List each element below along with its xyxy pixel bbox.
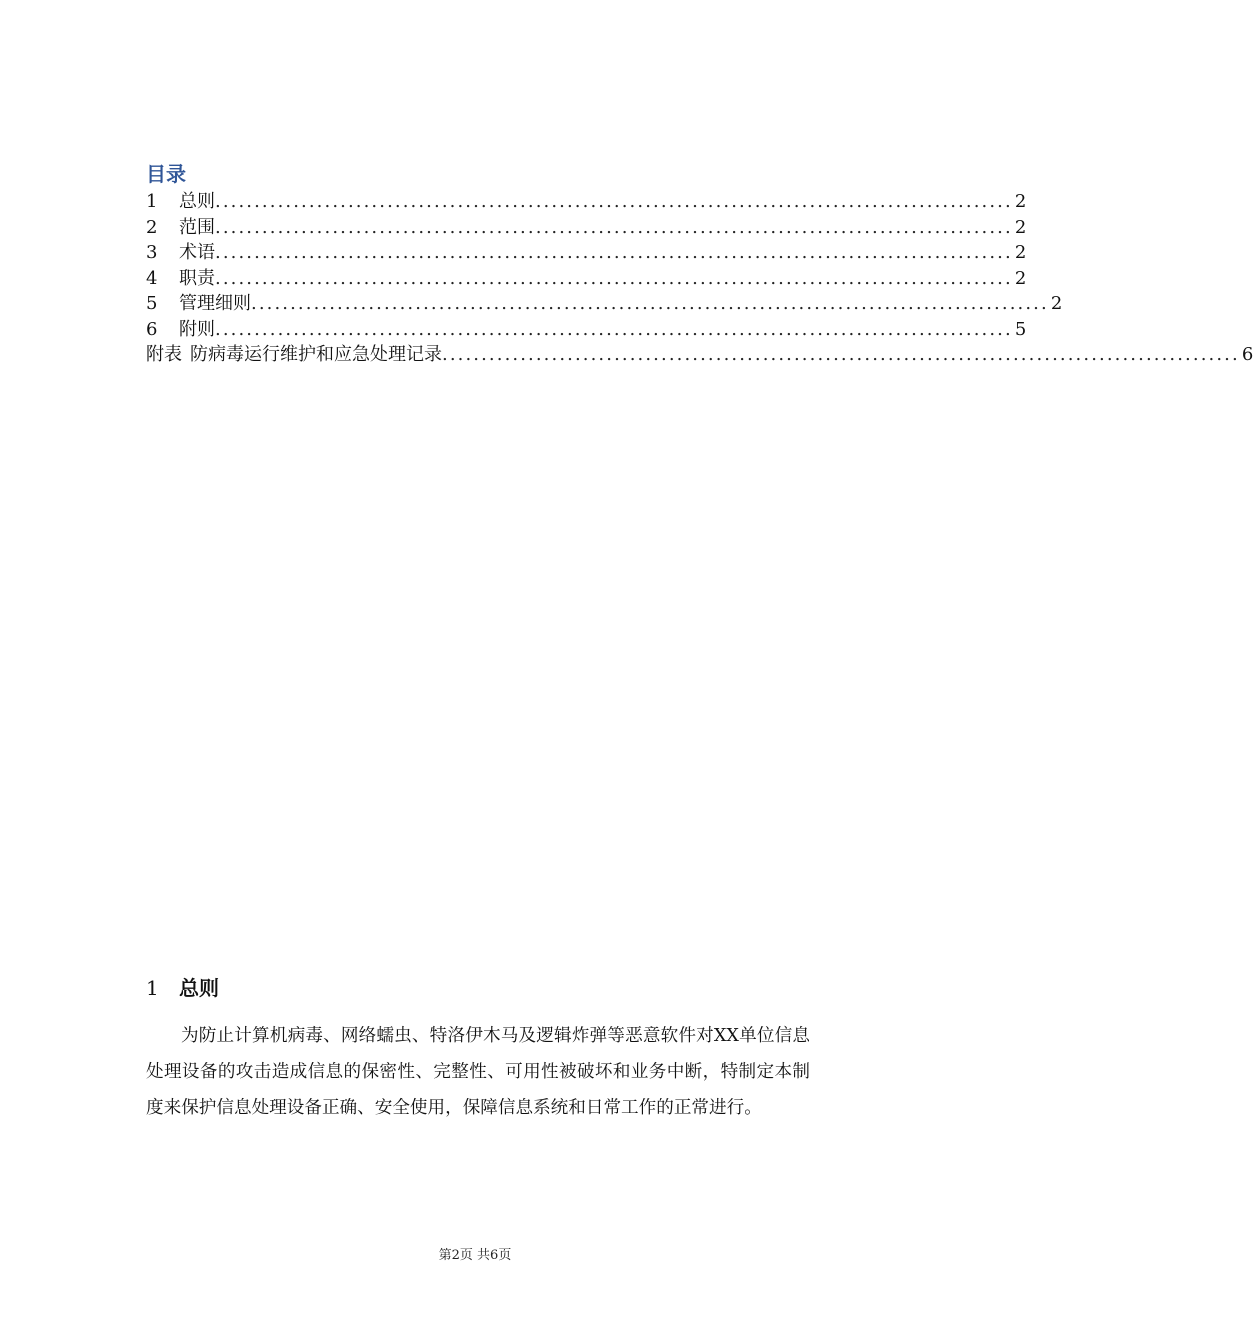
toc-leader-dots: ...................................................................................................... bbox=[215, 267, 1013, 289]
toc-entry[interactable] bbox=[146, 291, 1063, 317]
section-general-provisions bbox=[146, 972, 810, 1126]
toc-leader-dots: ...................................................................................................... bbox=[251, 293, 1049, 314]
page-footer: 第2页 共6页 bbox=[438, 1248, 512, 1263]
toc-entry-label: 范围 bbox=[179, 216, 215, 238]
toc-entry-number: 5 bbox=[146, 293, 158, 314]
toc-entry-label: 术语 bbox=[179, 242, 215, 263]
toc-entry[interactable] bbox=[146, 266, 1027, 292]
toc-entry-label: 管理细则 bbox=[179, 293, 251, 314]
toc-leader-dots: ...................................................................................................... bbox=[215, 242, 1013, 263]
toc-entry-number: 3 bbox=[146, 242, 158, 263]
toc-entry-page: 6 bbox=[1241, 344, 1253, 365]
toc-leader-dots: ...................................................................................................... bbox=[442, 344, 1240, 365]
toc-leader-dots: ...................................................................................................... bbox=[215, 318, 1013, 340]
section-title: 总则 bbox=[179, 976, 219, 1000]
toc-title: 目录 bbox=[146, 162, 186, 186]
toc-entry-page: 2 bbox=[1014, 191, 1027, 212]
toc-leader-dots: ...................................................................................................... bbox=[215, 191, 1013, 212]
toc-entry-page: 2 bbox=[1050, 293, 1063, 314]
toc-entry-page: 2 bbox=[1014, 216, 1027, 238]
toc-entry-number: 2 bbox=[146, 216, 158, 238]
section-body-paragraph: 为防止计算机病毒、网络蠕虫、特洛伊木马及逻辑炸弹等恶意软件对XX单位信息处理设备的攻击造成信息的保密性、完整性、可用性被破坏和业务中断，特制定本制度来保护信息处理设备正确、安全使用，保障信息系统和日常工作的正常进行。 bbox=[146, 1026, 810, 1118]
toc-leader-dots: ...................................................................................................... bbox=[215, 216, 1013, 238]
toc-entry-number: 4 bbox=[146, 267, 158, 289]
toc-entry[interactable] bbox=[146, 189, 1027, 215]
toc-entry[interactable] bbox=[146, 317, 1027, 343]
toc-entry[interactable] bbox=[146, 342, 1253, 368]
toc-entry-label: 总则 bbox=[179, 191, 215, 212]
toc-entry-label: 附则 bbox=[179, 318, 215, 340]
toc-entry-label: 职责 bbox=[179, 267, 215, 289]
toc-entry[interactable] bbox=[146, 240, 1027, 266]
toc-entry-page: 2 bbox=[1014, 267, 1027, 289]
section-heading bbox=[146, 972, 810, 1004]
toc-entry-label: 防病毒运行维护和应急处理记录 bbox=[190, 344, 442, 365]
toc-entry-number: 6 bbox=[146, 318, 158, 340]
toc-entry-page: 5 bbox=[1014, 318, 1027, 340]
toc-entry-number: 1 bbox=[146, 191, 158, 212]
section-number: 1 bbox=[146, 976, 159, 1000]
toc-entry[interactable] bbox=[146, 215, 1027, 241]
toc-entry-number: 附表 bbox=[146, 344, 182, 365]
toc-entry-page: 2 bbox=[1014, 242, 1027, 263]
table-of-contents bbox=[146, 160, 1253, 368]
